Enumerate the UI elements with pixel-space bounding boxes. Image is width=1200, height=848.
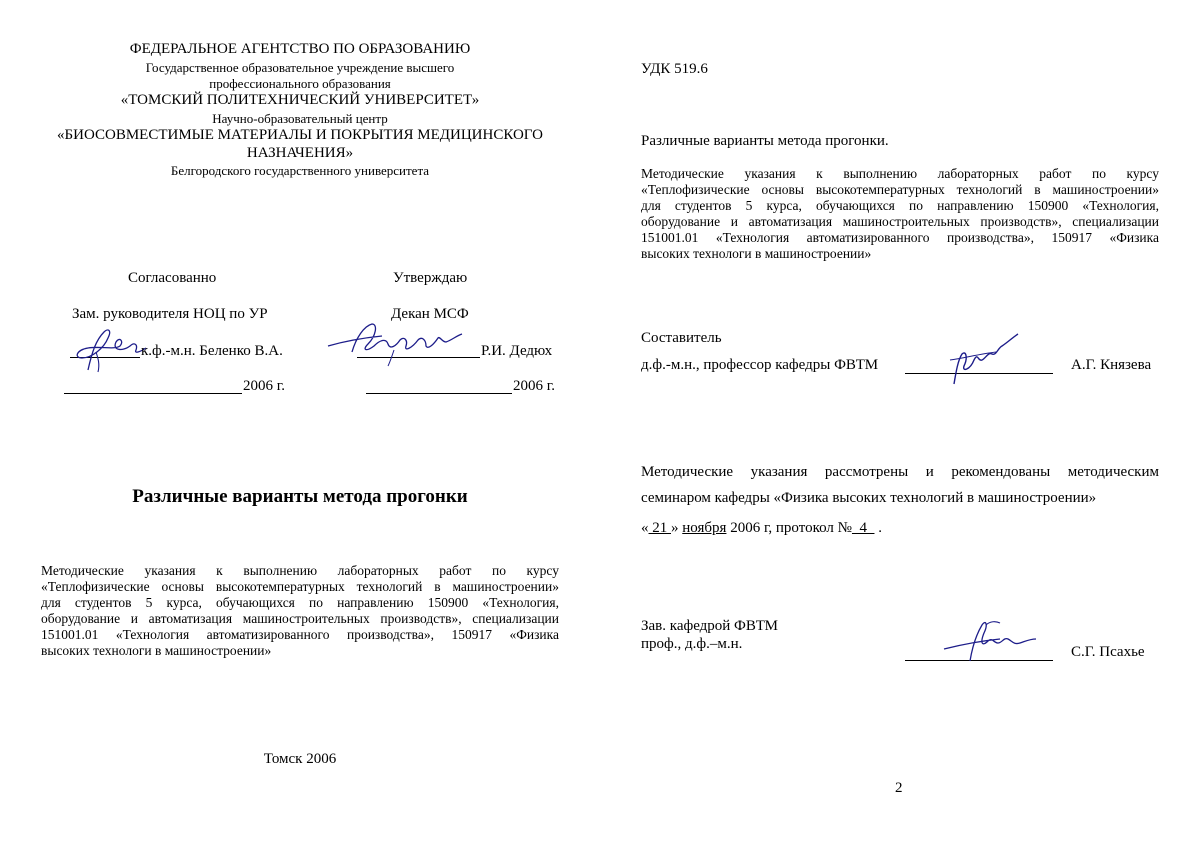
description-line: для студентов 5 курса, обучающихся по направлению 150900 «Технология, (41, 595, 559, 610)
description-line: высоких технологи в машиностроении» (41, 643, 272, 658)
approve-name: Р.И. Дедюх (481, 343, 553, 359)
agreed-name: к.ф.-м.н. Беленко В.А. (141, 343, 283, 359)
description-line: «Теплофизические основы высокотемпературных технологий в машиностроении» (41, 579, 559, 594)
compiler-name: А.Г. Князева (1071, 357, 1152, 373)
institution-line-2: профессионального образования (209, 76, 391, 91)
udk-code: УДК 519.6 (641, 61, 708, 77)
approve-label: Утверждаю (393, 270, 468, 286)
description-line: 151001.01 «Технология автоматизированного производства», 150917 «Физика (41, 627, 559, 642)
description (41, 563, 559, 659)
agreed-year: 2006 г. (243, 378, 285, 394)
agency-name: ФЕДЕРАЛЬНОЕ АГЕНТСТВО ПО ОБРАЗОВАНИЮ (129, 41, 471, 57)
city-year: Томск 2006 (263, 751, 337, 767)
protocol-line (641, 520, 882, 537)
protocol-day: 21 (648, 520, 671, 536)
imprint-description-line: «Теплофизические основы высокотемпературных технологий в машиностроении» (641, 182, 1159, 197)
compiler-signature (940, 330, 1030, 386)
head-position-line-1: Зав. кафедрой ФВТМ (641, 618, 779, 634)
head-position-line-2: проф., д.ф.–м.н. (641, 636, 743, 652)
imprint-description-line: для студентов 5 курса, обучающихся по направлению 150900 «Технология, (641, 198, 1159, 213)
approve-year: 2006 г. (513, 378, 555, 394)
imprint-description-line: высоких технологи в машиностроении» (641, 246, 872, 261)
protocol-end: . (874, 520, 882, 536)
agreed-label: Согласованно (128, 270, 217, 286)
compiler-label: Составитель (641, 330, 722, 346)
short-title: Различные варианты метода прогонки. (641, 133, 889, 149)
agreed-position: Зам. руководителя НОЦ по УР (72, 306, 268, 322)
imprint-description (641, 166, 1159, 262)
agreed-signature (62, 322, 152, 374)
description-line: оборудование и автоматизация машиностроительных производств», специализации (41, 611, 559, 626)
review-line-1: Методические указания рассмотрены и рекомендованы методическим (641, 464, 1159, 480)
protocol-month: ноября (682, 520, 727, 536)
document-title: Различные варианты метода прогонки (132, 486, 468, 507)
approve-date-line (366, 393, 512, 394)
compiler-position: д.ф.-м.н., профессор кафедры ФВТМ (641, 357, 879, 373)
approve-signature (322, 316, 472, 368)
imprint-description-line: оборудование и автоматизация машиностроительных производств», специализации (641, 214, 1159, 229)
university-name: «ТОМСКИЙ ПОЛИТЕХНИЧЕСКИЙ УНИВЕРСИТЕТ» (120, 92, 480, 108)
research-center: Научно-образовательный центр (212, 111, 388, 126)
protocol-close-quote: » (671, 520, 683, 536)
center-university: Белгородского государственного университета (170, 163, 430, 178)
imprint-description-line: Методические указания к выполнению лабораторных работ по курсу (641, 166, 1159, 181)
protocol-number-label: № (837, 520, 852, 536)
protocol-text: 2006 г, протокол (726, 520, 838, 536)
approve-position: Декан МСФ (391, 306, 469, 322)
center-name-line-1: «БИОСОВМЕСТИМЫЕ МАТЕРИАЛЫ И ПОКРЫТИЯ МЕДИЦИНСКОГО (57, 127, 543, 143)
review-line-2: семинаром кафедры «Физика высоких технологий в машиностроении» (641, 490, 1097, 506)
imprint-description-line: 151001.01 «Технология автоматизированного производства», 150917 «Физика (641, 230, 1159, 245)
description-line: Методические указания к выполнению лабораторных работ по курсу (41, 563, 559, 578)
protocol-open-quote: « (641, 520, 649, 536)
imprint-page (600, 0, 1200, 848)
institution-line-1: Государственное образовательное учреждение высшего (145, 60, 455, 75)
page-number: 2 (895, 780, 903, 796)
center-name-line-2: НАЗНАЧЕНИЯ» (246, 145, 354, 161)
protocol-number: 4 (851, 520, 875, 536)
head-name: С.Г. Псахье (1071, 644, 1145, 660)
head-signature (940, 615, 1040, 665)
agreed-date-line (64, 393, 242, 394)
